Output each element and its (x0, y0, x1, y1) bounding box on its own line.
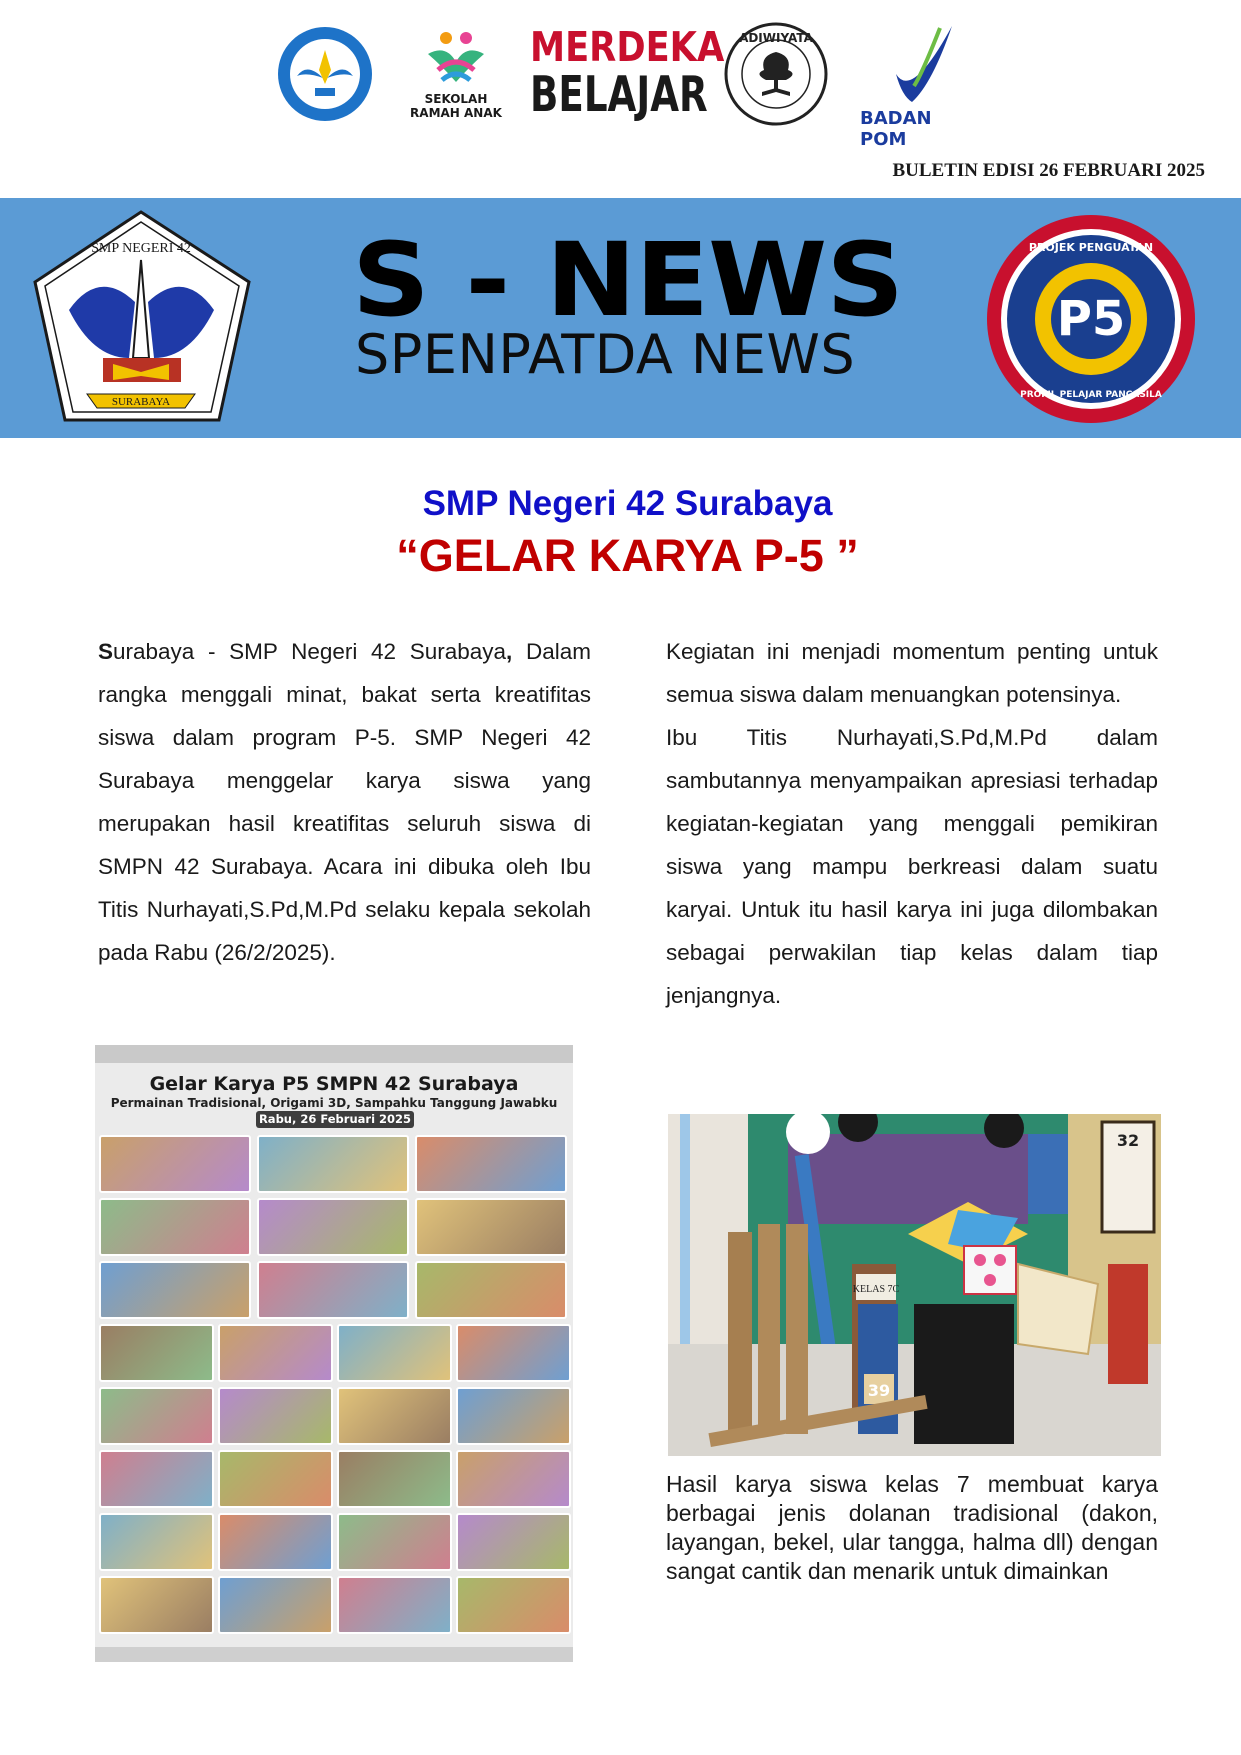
p5-badge (985, 213, 1197, 425)
poster-photo-thumbnail (99, 1198, 251, 1256)
class-sign: KELAS 7C (852, 1284, 900, 1295)
poster-photo-thumbnail (456, 1324, 571, 1382)
poster-photo-thumbnail (415, 1135, 567, 1193)
sra-line1: SEKOLAH (424, 92, 488, 106)
belajar-text: BELAJAR (530, 66, 708, 123)
jersey-number: 39 (867, 1381, 891, 1400)
school-heading: SMP Negeri 42 Surabaya (422, 484, 833, 523)
poster-photo-thumbnail (415, 1198, 567, 1256)
dropcap-letter: S (98, 639, 114, 664)
masthead-title: S - NEWS (352, 221, 904, 340)
header-logo-row (0, 18, 1241, 150)
poster-photo-thumbnail (99, 1135, 251, 1193)
poster-photo-thumbnail (337, 1513, 452, 1571)
merdeka-belajar-logo (530, 23, 725, 124)
sra-line2: RAMAH ANAK (410, 106, 502, 120)
poster-social-strip (95, 1647, 573, 1662)
edition-label: BULETIN EDISI 26 FEBRUARI 2025 (892, 160, 1205, 181)
poster-logo-strip (95, 1045, 573, 1063)
poster-photo-thumbnail (218, 1576, 333, 1634)
poster-photo-thumbnail (257, 1261, 409, 1319)
poster-photo-thumbnail (456, 1450, 571, 1508)
poster-photo-thumbnail (99, 1450, 214, 1508)
left-text-bold: , (506, 639, 513, 664)
poster-photo-thumbnail (218, 1387, 333, 1445)
poster-photo-thumbnail (218, 1450, 333, 1508)
poster-photo-thumbnail (337, 1387, 452, 1445)
masthead-subtitle: SPENPATDA NEWS (355, 323, 856, 386)
poster-photo-thumbnail (257, 1198, 409, 1256)
badan-pom-logo (856, 22, 978, 150)
poster-photo-thumbnail (415, 1261, 567, 1319)
poster-date-badge: Rabu, 26 Februari 2025 (256, 1111, 414, 1128)
event-poster-image (95, 1045, 573, 1662)
poster-title: Gelar Karya P5 SMPN 42 Surabaya (149, 1073, 519, 1095)
poster-photo-thumbnail (337, 1576, 452, 1634)
left-paragraph (98, 630, 591, 974)
poster-photo-thumbnail (456, 1513, 571, 1571)
wall-number: 32 (1116, 1131, 1140, 1150)
poster-photo-thumbnail (337, 1324, 452, 1382)
sekolah-ramah-anak-logo (408, 24, 504, 124)
right-paragraph-1: Kegiatan ini menjadi momentum penting untuk semua siswa dalam menuangkan potensinya. (666, 639, 1158, 707)
tut-wuri-handayani-logo (277, 26, 373, 122)
poster-photo-thumbnail (99, 1324, 214, 1382)
photo-caption: Hasil karya siswa kelas 7 membuat karya berbagai jenis dolanan tradisional (dakon, layangan, bekel, ular tangga, halma dll) dengan sangat cantik dan menarik untuk dimainkan (666, 1471, 1158, 1584)
p5-bottom-text: PROFIL PELAJAR PANCASILA (1020, 390, 1162, 400)
exhibition-photo (668, 1114, 1161, 1456)
poster-photo-thumbnail (99, 1576, 214, 1634)
poster-photo-thumbnail (99, 1387, 214, 1445)
emblem-top-text: SMP NEGERI 42 (91, 241, 191, 256)
poster-photo-thumbnail (218, 1513, 333, 1571)
merdeka-text: MERDEKA (530, 23, 725, 71)
article-headline: “GELAR KARYA P-5 ” (396, 530, 859, 581)
poster-photo-thumbnail (337, 1450, 452, 1508)
right-paragraph-2: Ibu Titis Nurhayati,S.Pd,M.Pd dalam sambutannya menyampaikan apresiasi terhadap kegiatan-kegiatan yang menggali pemikiran siswa yang mampu berkreasi dalam suatu karyai. Untuk itu hasil karya ini juga dilombakan sebagai perwakilan tiap kelas dalam tiap jenjangnya. (666, 725, 1158, 1008)
smp-negeri-42-emblem (29, 208, 254, 433)
p5-top-text: PROJEK PENGUATAN (1028, 241, 1154, 254)
poster-photo-thumbnail (218, 1324, 333, 1382)
adiwiyata-text: ADIWIYATA (739, 31, 813, 45)
article-left-column (98, 630, 591, 974)
adiwiyata-logo (724, 22, 828, 126)
poster-photo-thumbnail (99, 1261, 251, 1319)
emblem-ribbon-text: SURABAYA (111, 396, 171, 408)
article-right-column (666, 630, 1158, 1017)
poster-subtitle: Permainan Tradisional, Origami 3D, Sampahku Tanggung Jawabku (110, 1096, 558, 1110)
poster-photo-thumbnail (99, 1513, 214, 1571)
p5-center-text: P5 (1056, 291, 1126, 347)
poster-photo-thumbnail (456, 1576, 571, 1634)
poster-photo-thumbnail (456, 1387, 571, 1445)
poster-photo-thumbnail (257, 1135, 409, 1193)
badan-pom-text: BADAN POM (860, 108, 932, 150)
left-text-a: urabaya - SMP Negeri 42 Surabaya (113, 639, 507, 664)
left-text-b: Dalam rangka menggali minat, bakat serta kreatifitas siswa dalam program P-5. SMP Negeri 42 Surabaya menggelar karya siswa yang merupakan hasil kreatifitas seluruh siswa di SMPN 42 Surabaya. Acara ini dibuka oleh Ibu Titis Nurhayati,S.Pd,M.Pd selaku kepala sekolah pada Rabu (26/2/2025). (98, 639, 591, 965)
